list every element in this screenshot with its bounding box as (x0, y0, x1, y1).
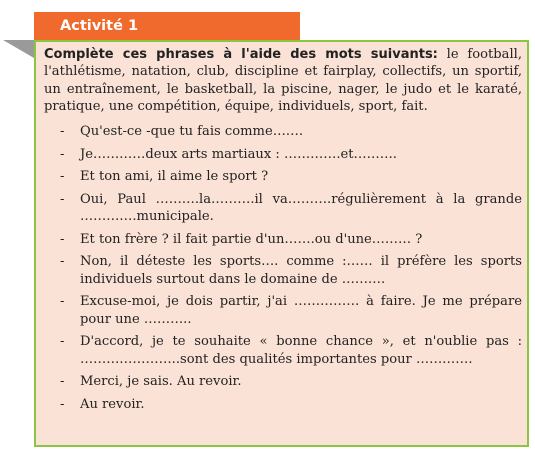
sentence-item: - Et ton ami, il aime le sport ? (44, 168, 522, 186)
tab-shadow-decoration (3, 40, 34, 58)
sentence-item: - Au revoir. (44, 396, 522, 414)
sentence-item: - Et ton frère ? il fait partie d'un…….ou d'une……… ? (44, 231, 522, 249)
instruction-heading: Complète ces phrases à l'aide des mots suivants: (44, 47, 438, 62)
sentence-item: - Non, il déteste les sports…. comme :…… il préfère les sports individuels surtout dans le domaine de ………. (44, 253, 522, 288)
instruction-text (44, 46, 522, 115)
sentence-item: - Excuse-moi, je dois partir, j'ai …………… à faire. Je me prépare pour une ……….. (44, 293, 522, 328)
sentence-item: - Qu'est-ce -que tu fais comme……. (44, 123, 522, 141)
sentence-item: - Merci, je sais. Au revoir. (44, 373, 522, 391)
sentence-item: - D'accord, je te souhaite « bonne chance », et n'oublie pas : …………………..sont des qualités importantes pour …………. (44, 333, 522, 368)
activity-title: Activité 1 (34, 12, 300, 40)
sentence-item: - Je…………deux arts martiaux : ………….et………. (44, 146, 522, 164)
sentence-item: - Oui, Paul ……….la……….il va……….régulièrement à la grande ………….municipale. (44, 191, 522, 226)
sentence-list (44, 123, 522, 418)
word-bank: le football, l'athlétisme, natation, club, discipline et fairplay, collectifs, un sportif, un entraînement, le basketball, la piscine, nager, le judo et le karaté, pratique, une compétition, équipe, individuels, sport, fait. (44, 47, 522, 114)
activity-card (34, 40, 529, 447)
